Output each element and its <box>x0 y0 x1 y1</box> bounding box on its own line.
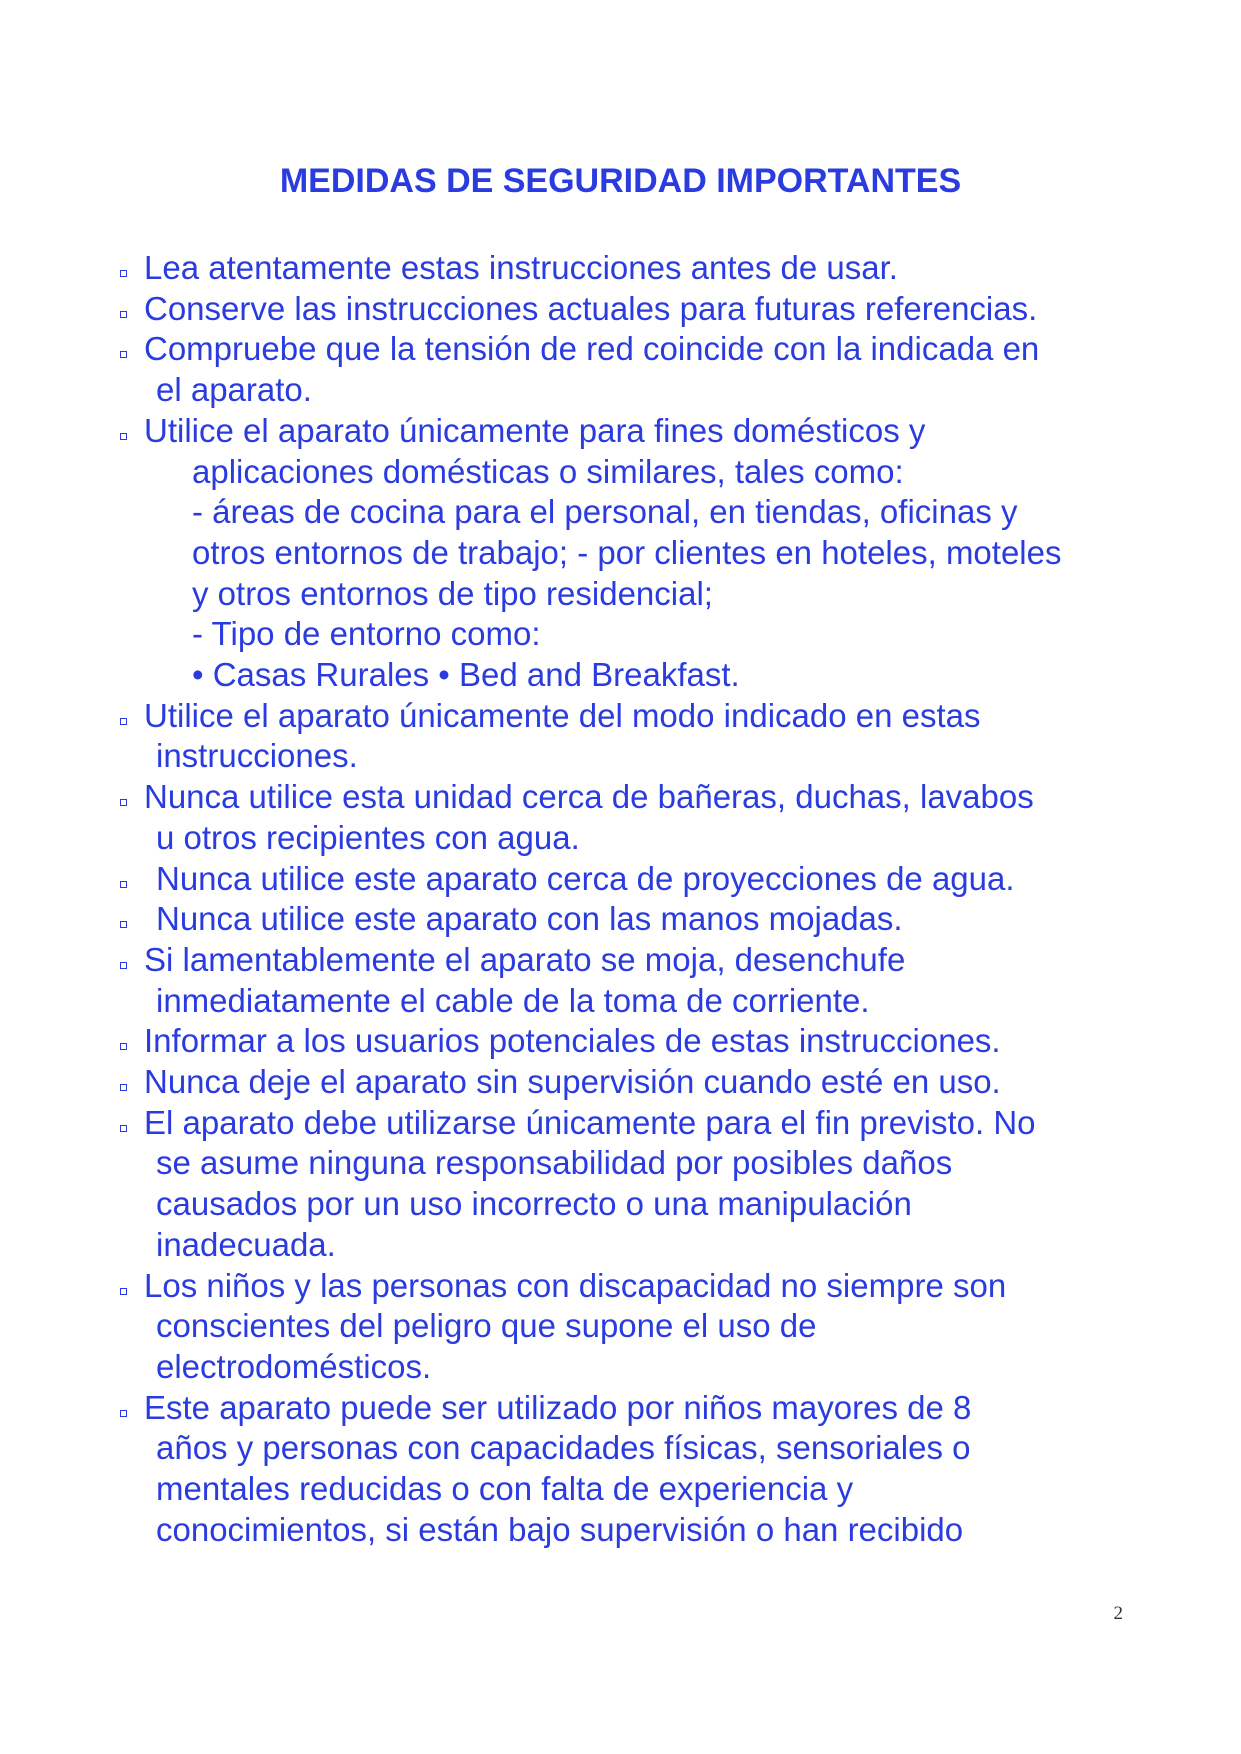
list-item-line: causados por un uso incorrecto o una manipulación <box>156 1185 912 1223</box>
list-item-line: Utilice el aparato únicamente del modo indicado en estas <box>144 696 981 734</box>
list-item-line: Utilice el aparato únicamente para fines domésticos y <box>144 411 926 449</box>
square-bullet-icon <box>120 921 127 928</box>
list-item-inform-users <box>120 1021 1130 1062</box>
list-item-no-water-containers <box>120 777 1130 858</box>
list-item-domestic-use <box>120 411 1130 696</box>
list-item-line: - áreas de cocina para el personal, en tiendas, oficinas y <box>192 493 1018 531</box>
list-item-line: aplicaciones domésticas o similares, tales como: <box>192 452 904 490</box>
list-item-line: - Tipo de entorno como: <box>192 615 541 653</box>
list-item-read-instructions <box>120 248 1130 289</box>
square-bullet-icon <box>120 1410 127 1417</box>
square-bullet-icon <box>120 433 127 440</box>
list-item-line: • Casas Rurales • Bed and Breakfast. <box>192 656 740 694</box>
list-item-line: mentales reducidas o con falta de experiencia y <box>156 1470 854 1508</box>
square-bullet-icon <box>120 799 127 806</box>
list-item-line: instrucciones. <box>156 737 358 775</box>
list-item-no-water-splashes <box>120 859 1130 900</box>
list-item-line: conocimientos, si están bajo supervisión o han recibido <box>156 1510 964 1548</box>
list-item-line: u otros recipientes con agua. <box>156 818 580 856</box>
list-item-line: el aparato. <box>156 371 312 409</box>
list-item-intended-purpose <box>120 1103 1130 1266</box>
list-item-line: inmediatamente el cable de la toma de corriente. <box>156 981 870 1019</box>
square-bullet-icon <box>120 351 127 358</box>
square-bullet-icon <box>120 962 127 969</box>
list-item-line: Este aparato puede ser utilizado por niños mayores de 8 <box>144 1388 972 1426</box>
list-item-line: Si lamentablemente el aparato se moja, desenchufe <box>144 940 906 978</box>
list-item-line: Compruebe que la tensión de red coincide con la indicada en <box>144 330 1040 368</box>
list-item-line: otros entornos de trabajo; - por clientes en hoteles, moteles <box>192 533 1062 571</box>
square-bullet-icon <box>120 1043 127 1050</box>
square-bullet-icon <box>120 270 127 277</box>
list-item-line: inadecuada. <box>156 1225 336 1263</box>
page-number: 2 <box>1113 1603 1123 1624</box>
list-item-line: electrodomésticos. <box>156 1347 432 1385</box>
list-item-if-wet-unplug <box>120 940 1130 1021</box>
list-item-line: Los niños y las personas con discapacidad no siempre son <box>144 1266 1007 1304</box>
list-item-line: Nunca deje el aparato sin supervisión cuando esté en uso. <box>144 1063 1001 1101</box>
list-item-line: Nunca utilice esta unidad cerca de bañeras, duchas, lavabos <box>144 778 1034 816</box>
list-item-line: se asume ninguna responsabilidad por posibles daños <box>156 1144 953 1182</box>
list-item-line: Nunca utilice este aparato cerca de proyecciones de agua. <box>156 859 1015 897</box>
list-item-no-unattended <box>120 1062 1130 1103</box>
list-item-line: El aparato debe utilizarse únicamente para el fin previsto. No <box>144 1103 1036 1141</box>
list-item-line: Lea atentamente estas instrucciones antes de usar. <box>144 249 898 286</box>
list-item-no-wet-hands <box>120 899 1130 940</box>
list-item-use-as-indicated <box>120 696 1130 777</box>
list-item-children-disabled-awareness <box>120 1266 1130 1388</box>
list-item-line: años y personas con capacidades físicas, sensoriales o <box>156 1429 971 1467</box>
list-item-line: Informar a los usuarios potenciales de estas instrucciones. <box>144 1022 1001 1060</box>
list-item-line: Conserve las instrucciones actuales para futuras referencias. <box>144 289 1038 327</box>
square-bullet-icon <box>120 718 127 725</box>
list-item-keep-instructions <box>120 289 1130 330</box>
square-bullet-icon <box>120 1288 127 1295</box>
list-item-line: Nunca utilice este aparato con las manos mojadas. <box>156 900 903 938</box>
square-bullet-icon <box>120 881 127 888</box>
safety-instructions-list <box>120 248 1130 1551</box>
list-item-check-voltage <box>120 329 1130 410</box>
list-item-line: y otros entornos de tipo residencial; <box>192 574 713 612</box>
square-bullet-icon <box>120 1084 127 1091</box>
list-item-line: conscientes del peligro que supone el uso de <box>156 1307 817 1345</box>
square-bullet-icon <box>120 311 127 318</box>
square-bullet-icon <box>120 1125 127 1132</box>
page-title: MEDIDAS DE SEGURIDAD IMPORTANTES <box>279 162 962 200</box>
list-item-children-over-8 <box>120 1388 1130 1551</box>
